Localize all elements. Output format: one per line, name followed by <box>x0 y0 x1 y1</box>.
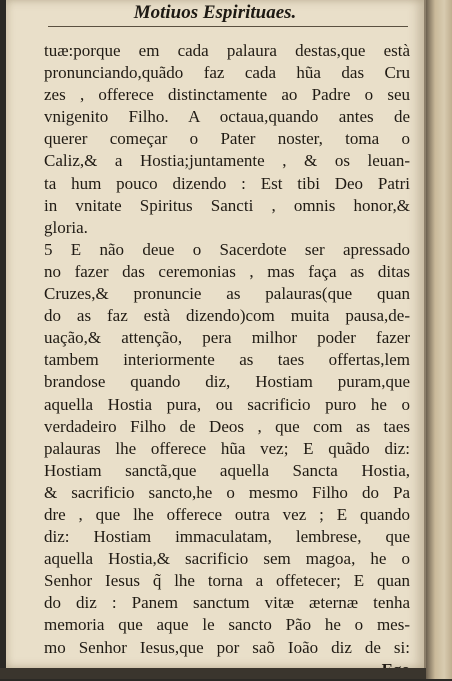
text-line: aquella Hostia pura, ou sacrificio puro he o <box>44 394 410 414</box>
text-line: pronunciando,quãdo faz cada hũa das Cru <box>44 63 410 83</box>
text-line: palauras lhe offerece hũa vez; E quãdo diz: <box>44 438 410 458</box>
text-line: 5 E não deue o Sacerdote ser apressado <box>44 239 410 259</box>
text-line: zes , offerece distinctamente ao Padre o seu <box>44 85 410 105</box>
header-rule <box>48 26 408 27</box>
text-line: aquella Hostia,& sacrificio sem magoa, he o <box>44 549 410 569</box>
text-line: dre , que lhe offerece outra vez ; E quando <box>44 504 410 524</box>
text-line: diz: Hostiam immaculatam, lembrese, que <box>44 527 410 547</box>
running-head: Motiuos Espirituaes. <box>133 2 297 23</box>
text-line: do diz : Panem sanctum vitæ æternæ tenha <box>44 593 410 613</box>
text-line: Cruzes,& pronuncie as palauras(que quan <box>44 284 410 304</box>
bottom-shadow <box>0 668 426 679</box>
text-line: ta hum pouco dizendo : Est tibi Deo Patri <box>44 173 410 193</box>
text-line: gloria. <box>44 217 88 237</box>
next-page-edge <box>426 0 452 679</box>
text-line: no fazer das ceremonias , mas faça as ditas <box>44 261 410 281</box>
text-line: tuæ:porque em cada palaura destas,que està <box>44 41 410 60</box>
text-line: Senhor Iesus q̃ lhe torna a offetecer; E quan <box>44 571 410 591</box>
text-line: in vnitate Spiritus Sancti , omnis honor,& <box>44 195 410 215</box>
text-line: mo Senhor Iesus,que por saõ Ioão diz de si: <box>44 637 410 657</box>
text-line: uação,& attenção, pera milhor poder fazer <box>44 328 410 348</box>
text-line: brandose quando diz, Hostiam puram,que <box>44 372 410 392</box>
text-line: do as faz està dizendo)com muita pausa,de- <box>44 306 410 326</box>
text-line: verdadeiro Filho de Deos , que com as taes <box>44 416 410 436</box>
text-line: querer começar o Pater noster, toma o <box>44 129 410 149</box>
text-line: Caliz,& a Hostia;juntamente , & os leuan- <box>44 151 410 171</box>
text-line: tambem interiormente as taes offertas,lem <box>44 350 410 370</box>
text-line: & sacrificio sancto,he o mesmo Filho do Pa <box>44 482 410 502</box>
book-page <box>6 0 426 668</box>
text-line: memoria que aque le sancto Pão he o mes- <box>44 615 410 635</box>
text-line: Hostiam sanctã,que aquella Sancta Hostia, <box>44 460 410 480</box>
page-text <box>44 40 410 681</box>
text-line: vnigenito Filho. A octaua,quando antes de <box>44 107 410 127</box>
